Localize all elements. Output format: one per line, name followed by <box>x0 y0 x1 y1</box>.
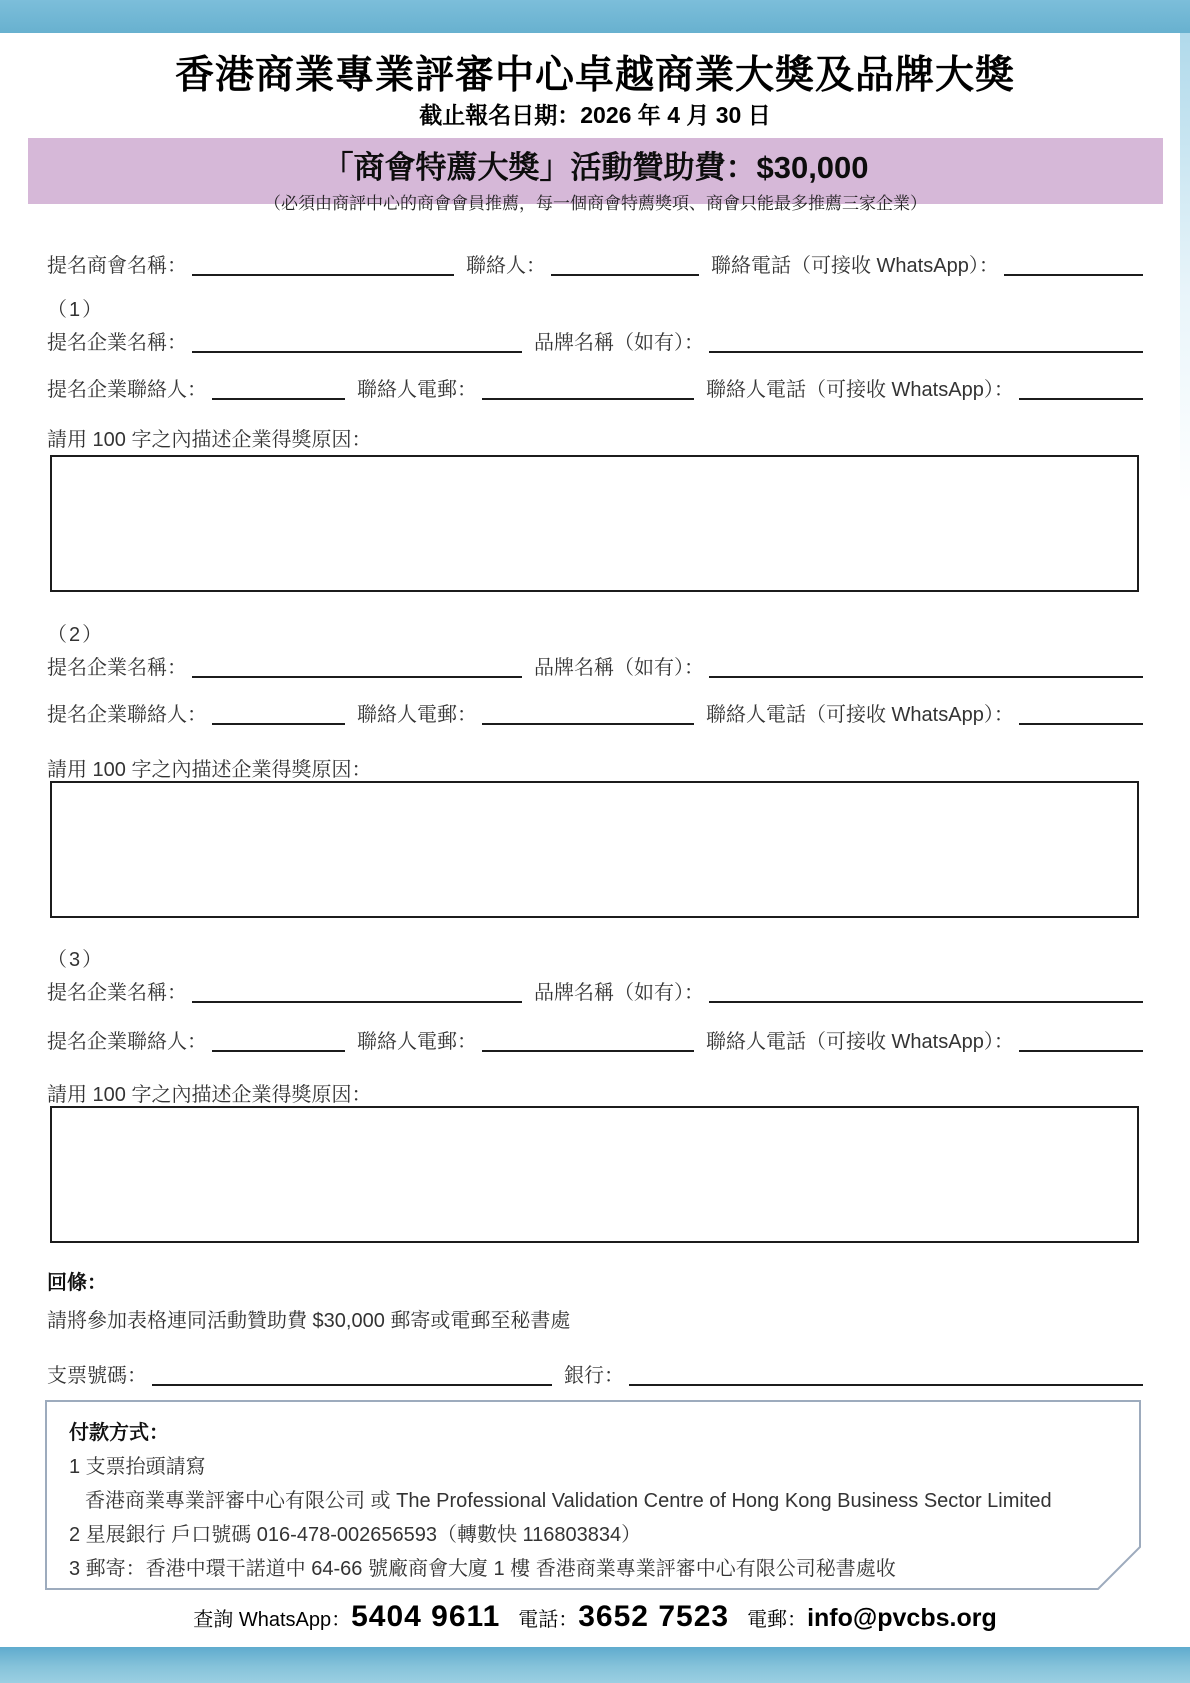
payment-heading: 付款方式： <box>69 1422 169 1444</box>
payment-item-2: 2 星展銀行 戶口號碼 016-478-002656593（轉數快 116803834） <box>69 1524 642 1546</box>
footer-contact-line <box>0 1600 1190 1634</box>
brand-name-field-3[interactable] <box>709 979 1143 1003</box>
reply-slip-instruction: 請將參加表格連同活動贊助費 $30,000 郵寄或電郵至秘書處 <box>47 1310 571 1332</box>
page-title: 香港商業專業評審中心卓越商業大獎及品牌大獎 <box>174 54 1015 97</box>
cheque-number-field[interactable] <box>152 1362 552 1386</box>
company-contact-field-1[interactable] <box>212 376 345 400</box>
company-contact-label-1: 提名企業聯絡人： <box>47 379 207 401</box>
chamber-phone-field[interactable] <box>1004 252 1143 276</box>
reason-label-1: 請用 100 字之內描述企業得獎原因： <box>47 429 372 451</box>
company-contact-label-3: 提名企業聯絡人： <box>47 1031 207 1053</box>
section-2-number: （2） <box>47 624 105 646</box>
section-3-contact-row <box>47 1028 1143 1054</box>
contact-phone-label-1: 聯絡人電話（可接收 WhatsApp）： <box>706 379 1014 401</box>
bank-field[interactable] <box>629 1362 1143 1386</box>
whatsapp-enquiry-label: 查詢 WhatsApp： <box>193 1609 352 1631</box>
cheque-number-label: 支票號碼： <box>47 1365 147 1387</box>
section-1-company-row <box>47 329 1143 355</box>
contact-email-label-2: 聯絡人電郵： <box>357 704 477 726</box>
deadline-date: 截止報名日期：2026 年 4 月 30 日 <box>419 102 771 128</box>
company-name-field-1[interactable] <box>192 329 522 353</box>
company-name-label-1: 提名企業名稱： <box>47 332 187 354</box>
whatsapp-number: 5404 9611 <box>351 1600 501 1633</box>
bottom-blue-bar <box>0 1647 1190 1683</box>
contact-email-field-3[interactable] <box>482 1028 694 1052</box>
company-contact-label-2: 提名企業聯絡人： <box>47 704 207 726</box>
contact-email-field-2[interactable] <box>482 701 694 725</box>
banner-note: （必須由商評中心的商會會員推薦，每一個商會特薦獎項、商會只能最多推薦三家企業） <box>264 194 927 213</box>
chamber-contact-field[interactable] <box>551 252 699 276</box>
payment-method-box <box>45 1400 1141 1590</box>
chamber-name-field[interactable] <box>192 252 454 276</box>
sponsorship-banner <box>28 138 1163 213</box>
payment-box-content <box>69 1416 1119 1582</box>
chamber-contact-label: 聯絡人： <box>466 255 546 277</box>
chamber-row <box>47 252 1143 278</box>
brand-name-field-1[interactable] <box>709 329 1143 353</box>
contact-phone-field-2[interactable] <box>1019 701 1143 725</box>
section-1-contact-row <box>47 376 1143 402</box>
cheque-row <box>47 1362 1143 1388</box>
bank-label: 銀行： <box>564 1365 624 1387</box>
brand-name-label-3: 品牌名稱（如有）： <box>534 982 704 1004</box>
section-2-contact-row <box>47 701 1143 727</box>
award-reason-box-1[interactable] <box>50 455 1139 592</box>
contact-email-label-3: 聯絡人電郵： <box>357 1031 477 1053</box>
contact-phone-label-3: 聯絡人電話（可接收 WhatsApp）： <box>706 1031 1014 1053</box>
contact-email-label-1: 聯絡人電郵： <box>357 379 477 401</box>
contact-phone-label-2: 聯絡人電話（可接收 WhatsApp）： <box>706 704 1014 726</box>
section-2-company-row <box>47 654 1143 680</box>
payment-item-1-detail: 香港商業專業評審中心有限公司 或 The Professional Validation Centre of Hong Kong Business Sector Limited <box>85 1490 1052 1512</box>
contact-phone-field-1[interactable] <box>1019 376 1143 400</box>
reason-label-3: 請用 100 字之內描述企業得獎原因： <box>47 1084 372 1106</box>
company-name-field-2[interactable] <box>192 654 522 678</box>
phone-label: 電話： <box>518 1609 579 1631</box>
chamber-name-label: 提名商會名稱： <box>47 255 187 277</box>
company-name-label-3: 提名企業名稱： <box>47 982 187 1004</box>
company-name-label-2: 提名企業名稱： <box>47 657 187 679</box>
section-3-company-row <box>47 979 1143 1005</box>
email-address[interactable]: info@pvcbs.org <box>807 1604 997 1632</box>
brand-name-label-1: 品牌名稱（如有）： <box>534 332 704 354</box>
company-contact-field-2[interactable] <box>212 701 345 725</box>
reason-label-2: 請用 100 字之內描述企業得獎原因： <box>47 759 372 781</box>
contact-phone-field-3[interactable] <box>1019 1028 1143 1052</box>
banner-heading: 「商會特薦大獎」活動贊助費：$30,000 <box>322 150 869 185</box>
section-1-number: （1） <box>47 299 105 321</box>
award-reason-box-2[interactable] <box>50 781 1139 918</box>
contact-email-field-1[interactable] <box>482 376 694 400</box>
reply-slip-heading: 回條： <box>47 1272 107 1294</box>
brand-name-label-2: 品牌名稱（如有）： <box>534 657 704 679</box>
section-3-number: （3） <box>47 949 105 971</box>
brand-name-field-2[interactable] <box>709 654 1143 678</box>
email-label: 電郵： <box>747 1609 808 1631</box>
top-blue-bar <box>0 0 1190 33</box>
company-name-field-3[interactable] <box>192 979 522 1003</box>
chamber-phone-label: 聯絡電話（可接收 WhatsApp）： <box>711 255 999 277</box>
payment-item-3: 3 郵寄：香港中環干諾道中 64-66 號廠商會大廈 1 樓 香港商業專業評審中心有限公司秘書處收 <box>69 1558 896 1580</box>
payment-item-1: 1 支票抬頭請寫 <box>69 1456 206 1478</box>
phone-number: 3652 7523 <box>578 1600 730 1633</box>
award-reason-box-3[interactable] <box>50 1106 1139 1243</box>
company-contact-field-3[interactable] <box>212 1028 345 1052</box>
